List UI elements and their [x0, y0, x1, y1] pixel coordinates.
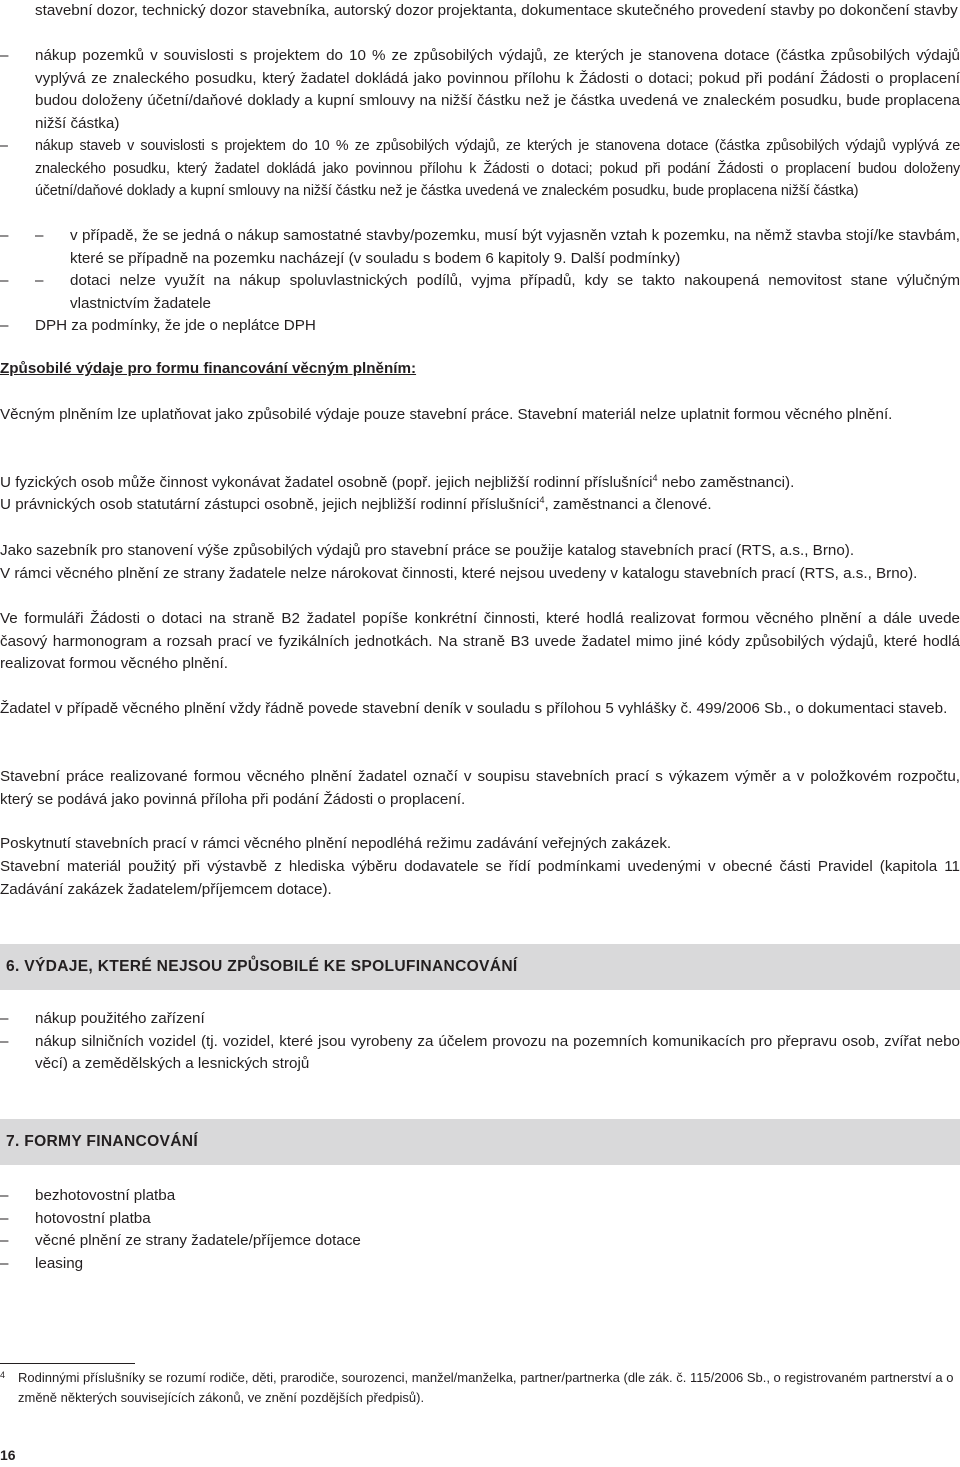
list-item: – bezhotovostní platba [0, 1185, 960, 1208]
eligible-costs-list-3 [0, 315, 960, 338]
list-item-text: dotaci nelze využít na nákup spoluvlastnických podílů, vyjma případů, kdy se takto nakoupená nemovitost stane výlučným vlastnictvím žadatele [70, 272, 960, 312]
eligible-costs-list [0, 45, 960, 135]
footnote [0, 1368, 960, 1408]
sub-list [0, 225, 960, 315]
paragraph: V rámci věcného plnění ze strany žadatele nelze nárokovat činnosti, které nejsou uvedeny v katalogu stavebních prací (RTS, a.s., Brno). [0, 565, 918, 582]
sub-list-item-relation: – – v případě, že se jedná o nákup samostatné stavby/pozemku, musí být vyjasněn vztah k pozemku, na němž stavba stojí/ke stavbám, které se případně na pozemku nacházejí (v souladu s bodem 6 kapitoly 9. Další podmínky) [0, 225, 960, 270]
list-item-land-purchase [0, 45, 960, 135]
paragraph: Jako sazebník pro stanovení výše způsobilých výdajů pro stavební práce se použije katalog stavebních prací (RTS, a.s., Brno). [0, 542, 855, 559]
list-item: – nákup použitého zařízení [0, 1008, 960, 1031]
footnote-ref[interactable]: 4 [539, 494, 545, 505]
list-item-text: nákup staveb v souvislosti s projektem do 10 % ze způsobilých výdajů, ze kterých je stanovena dotace (částka způsobilých výdajů vyplývá ze znaleckého posudku, který žadatel dokládá jako povinnou přílohu k Žádosti o dotaci; pokud při podání Žádosti o proplacení budou doloženy účetní/daňové doklady a kupní smlouvy na nižší částku než je částka uvedená ve znaleckém posudku, bude proplacena nižší částka) [35, 138, 960, 200]
section-6-heading: 6. VÝDAJE, KTERÉ NEJSOU ZPŮSOBILÉ KE SPOLUFINANCOVÁNÍ [0, 944, 960, 990]
page-number: 16 [0, 1447, 16, 1463]
footnote-divider [0, 1363, 135, 1364]
in-kind-heading: Způsobilé výdaje pro formu financování věcným plněním: [0, 360, 417, 377]
list-item: – leasing [0, 1253, 960, 1276]
list-item: – hotovostní platba [0, 1208, 960, 1231]
list-item: – věcné plnění ze strany žadatele/příjemce dotace [0, 1230, 960, 1253]
financing-forms-list [0, 1185, 960, 1275]
footnote-ref[interactable]: 4 [652, 472, 658, 483]
list-item-vat [0, 315, 960, 338]
list-item-text: v případě, že se jedná o nákup samostatné stavby/pozemku, musí být vyjasněn vztah k pozemku, na němž stavba stojí/ke stavbám, které se případně na pozemku nacházejí (v souladu s bodem 6 kapitoly 9. Další podmínky) [70, 227, 960, 267]
paragraph: Věcným plněním lze uplatňovat jako způsobilé výdaje pouze stavební práce. Stavební materiál nelze uplatnit formou věcného plnění. [0, 406, 893, 423]
paragraph: Žadatel v případě věcného plnění vždy řádně povede stavební deník v souladu s přílohou 5 vyhlášky č. 499/2006 Sb., o dokumentaci staveb. [0, 700, 948, 717]
footnote-text: Rodinnými příslušníky se rozumí rodiče, děti, prarodiče, sourozenci, manžel/manželka, partner/partnerka (dle zák. č. 115/2006 Sb., o registrovaném partnerství a o změně některých souvisejících zákonů, ve znění pozdějších předpisů). [18, 1370, 954, 1405]
eligible-costs-list-2 [0, 135, 960, 203]
paragraph: Ve formuláři Žádosti o dotaci na straně B2 žadatel popíše konkrétní činnosti, které hodlá realizovat formou věcného plnění a dále uvede časový harmonogram a rozsah prací ve fyzikálních jednotkách. Na straně B3 uvede žadatel mimo jiné kódy způsobilých výdajů, které hodlá realizovat formou věcného plnění. [0, 610, 960, 673]
paragraph: Poskytnutí stavebních prací v rámci věcného plnění nepodléhá režimu zadávání veřejných zakázek. [0, 835, 672, 852]
paragraph: U právnických osob statutární zástupci osobně, jejich nejbližší rodinní příslušníci$^4$, zaměstnanci a členové. [0, 494, 712, 513]
list-item: – nákup silničních vozidel (tj. vozidel, které jsou vyrobeny za účelem provozu na pozemních komunikacích pro přepravu osob, zvířat nebo věcí) a zemědělských a lesnických strojů [0, 1031, 960, 1076]
sub-list-item-coownership: – – dotaci nelze využít na nákup spoluvlastnických podílů, vyjma případů, kdy se takto nakoupená nemovitost stane výlučným vlastnictvím žadatele [0, 270, 960, 315]
paragraph: Stavební práce realizované formou věcného plnění žadatel označí v soupisu stavebních prací s výkazem výměr a v položkovém rozpočtu, který se podává jako povinná příloha při podání Žádosti o proplacení. [0, 768, 960, 808]
list-item-text: DPH za podmínky, že jde o neplátce DPH [35, 317, 316, 334]
ineligible-costs-list [0, 1008, 960, 1076]
list-item-text: nákup pozemků v souvislosti s projektem do 10 % ze způsobilých výdajů, ze kterých je stanovena dotace (částka způsobilých výdajů vyplývá ze znaleckého posudku, který žadatel dokládá jako povinnou přílohu k Žádosti o dotaci; pokud při podání Žádosti o proplacení budou doloženy účetní/daňové doklady a kupní smlouvy na nižší částku než je částka uvedená ve znaleckém posudku, bude proplacena nižší částka) [35, 47, 960, 132]
paragraph: U fyzických osob může činnost vykonávat žadatel osobně (popř. jejich nejbližší rodinní příslušníci$^4$ nebo zaměstnanci). [0, 472, 795, 491]
list-item-building-purchase [0, 135, 960, 203]
footnote-mark: 4 [0, 1370, 6, 1380]
paragraph: Stavební materiál použitý při výstavbě z hlediska výběru dodavatele se řídí podmínkami uvedenými v obecné části Pravidel (kapitola 11 Zadávání zakázek žadatelem/příjemcem dotace). [0, 858, 960, 898]
list-item-continuation: stavební dozor, technický dozor stavebníka, autorský dozor projektanta, dokumentace skutečného provedení stavby po dokončení stavby [35, 2, 958, 19]
section-7-heading: 7. FORMY FINANCOVÁNÍ [0, 1119, 960, 1165]
